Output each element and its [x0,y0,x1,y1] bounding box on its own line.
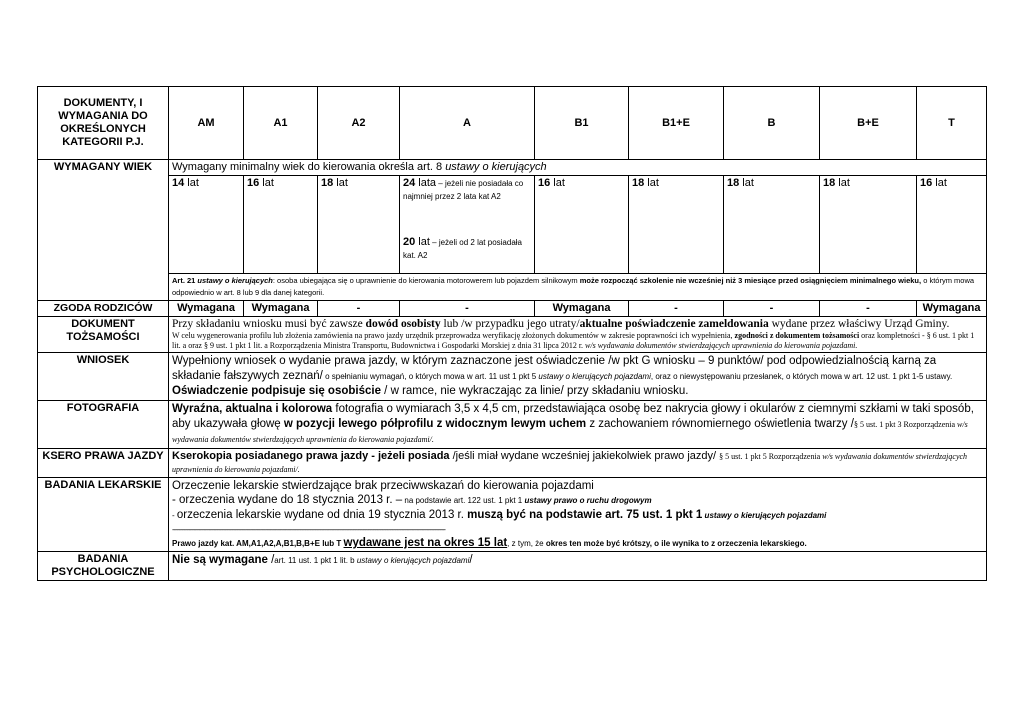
zgoda-value: - [629,301,724,317]
zgoda-value: - [820,301,917,317]
badania-note: Prawo jazdy kat. AM,A1,A2,A,B1,B,B+E lub T wydawane jest na okres 15 lat, z tym, że okres ten może być krótszy, o ile wynika to z orzeczenia lekarskiego. [172,537,807,549]
category-header: T [917,87,987,160]
zgoda-value: Wymagana [169,301,244,317]
age-cell: 16 lat [244,176,318,274]
row-label-wiek: WYMAGANY WIEK [38,160,169,301]
badania-line-3: - orzeczenia lekarskie wydane od dnia 19 stycznia 2013 r. muszą być na podstawie art. 75 ust. 1 pkt 1 ustawy o kierujących pojazdami [172,509,827,521]
wniosek-row [38,353,987,401]
zgoda-row [38,301,987,317]
age-cell: 18 lat [318,176,400,274]
badania-line-1: Orzeczenie lekarskie stwierdzające brak przeciwwskazań do kierowania pojazdami [172,480,594,492]
age-cell: 16 lat [535,176,629,274]
category-header: A2 [318,87,400,160]
tozsamosc-row [38,317,987,353]
zgoda-value: Wymagana [535,301,629,317]
requirements-table [37,86,987,581]
age-cell: 18 lat [820,176,917,274]
psycho-content: Nie są wymagane /art. 11 ust. 1 pkt 1 lit. b ustawy o kierujących pojazdami/ [169,552,987,581]
zgoda-value: Wymagana [244,301,318,317]
age-a-split [400,176,534,262]
category-header: B1 [535,87,629,160]
header-row [38,87,987,160]
tozsamosc-content: Przy składaniu wniosku musi być zawsze dowód osobisty lub /w przypadku jego utraty/aktualne poświadczenie zameldowania wydane przez właściwy Urząd Gminy. W celu wygenerowania profilu lub złożenia zamówienia na prawo jazdy urzędnik przeprowadza weryfikację złożonych dokumentów w zakresie poprawności ich wypełnienia, zgodności z dokumentem tożsamości oraz kompletności - § 6 ust. 1 pkt 1 lit. a oraz § 9 ust. 1 pkt 1 lit. a Rozporządzenia Ministra Transportu, Budownictwa i Gospodarki Morskiej z dnia 31 lipca 2012 r. w/s wydawania dokumentów stwierdzających uprawnienia do kierowania pojazdami. [169,317,987,353]
age-cell: 18 lat [724,176,820,274]
row-label-psycho: BADANIA PSYCHOLOGICZNE [38,552,169,581]
age-a-alternative: 20 lat – jeżeli od 2 lat posiadała kat. A2 [403,236,522,260]
age-cell: 18 lat [629,176,724,274]
art21-row [38,274,987,301]
wiek-intro: Wymagany minimalny wiek do kierowania określa art. 8 ustawy o kierujących [169,160,987,176]
row-label-zgoda: ZGODA RODZICÓW [38,301,169,317]
zgoda-value: Wymagana [917,301,987,317]
age-a-primary: 24 lata – jeżeli nie posiadała co najmniej przez 2 lata kat A2 [403,177,524,201]
category-header: A1 [244,87,318,160]
category-header: B+E [820,87,917,160]
art21-note: Art. 21 ustawy o kierujących: osoba ubiegająca się o uprawnienie do kierowania motorowerem lub pojazdem silnikowym może rozpocząć szkolenie nie wcześniej niż 3 miesiące przed osiągnięciem minimalnego wieku, o którym mowa odpowiednio w art. 8 lub 9 dla danej kategorii. [169,274,987,301]
age-cell: 14 lat [169,176,244,274]
zgoda-value: - [724,301,820,317]
category-header: B1+E [629,87,724,160]
zgoda-value: - [400,301,535,317]
foto-row [38,401,987,449]
category-header: AM [169,87,244,160]
badania-content [169,478,987,552]
row-label-foto: FOTOGRAFIA [38,401,169,449]
wniosek-content: Wypełniony wniosek o wydanie prawa jazdy, w którym zaznaczone jest oświadczenie /w pkt G wniosku – 9 punktów/ pod odpowiedzialnością karną za składanie fałszywych zeznań/ o spełnianiu wymagań, o których mowa w art. 11 ust 1 pkt 5 ustawy o kierujących pojazdami, oraz o niewystępowaniu przesłanek, o których mowa w art. 12 ust. 1 pkt 1-5 ustawy. Oświadczenie podpisuje się osobiście / w ramce, nie wykraczając za linie/ przy składaniu wniosku. [169,353,987,401]
row-label-ksero: KSERO PRAWA JAZDY [38,449,169,478]
wiek-ages-row [38,176,987,274]
age-cell-a [400,176,535,274]
corner-header: DOKUMENTY, I WYMAGANIA DO OKREŚLONYCH KATEGORII P.J. [38,87,169,160]
psycho-row [38,552,987,581]
zgoda-value: - [318,301,400,317]
category-header: A [400,87,535,160]
badania-row [38,478,987,552]
age-cell: 16 lat [917,176,987,274]
badania-separator: -------------------------------------------------------------------------------------------------------------------------------------------------------------------- [172,525,445,534]
ksero-content: Kserokopia posiadanego prawa jazdy - jeżeli posiada /jeśli miał wydane wcześniej jakiekolwiek prawo jazdy/ § 5 ust. 1 pkt 5 Rozporządzenia w/s wydawania dokumentów stwierdzających uprawnienia do kierowania pojazdami/. [169,449,987,478]
row-label-wniosek: WNIOSEK [38,353,169,401]
row-label-badania: BADANIA LEKARSKIE [38,478,169,552]
foto-content: Wyraźna, aktualna i kolorowa fotografia o wymiarach 3,5 x 4,5 cm, przedstawiająca osobę bez nakrycia głowy i okularów z ciemnymi szkłami w taki sposób, aby ukazywała głowę w pozycji lewego półprofilu z widocznym lewym uchem z zachowaniem równomiernego oświetlenia twarzy /§ 5 ust. 1 pkt 3 Rozporządzenia w/s wydawania dokumentów stwierdzających uprawnienia do kierowania pojazdami/. [169,401,987,449]
row-label-tozsamosc: DOKUMENT TOŻSAMOŚCI [38,317,169,353]
category-header: B [724,87,820,160]
badania-line-2: - orzeczenia wydane do 18 stycznia 2013 r. – na podstawie art. 122 ust. 1 pkt 1 ustawy prawo o ruchu drogowym [172,494,652,506]
ksero-row [38,449,987,478]
wiek-row [38,160,987,176]
